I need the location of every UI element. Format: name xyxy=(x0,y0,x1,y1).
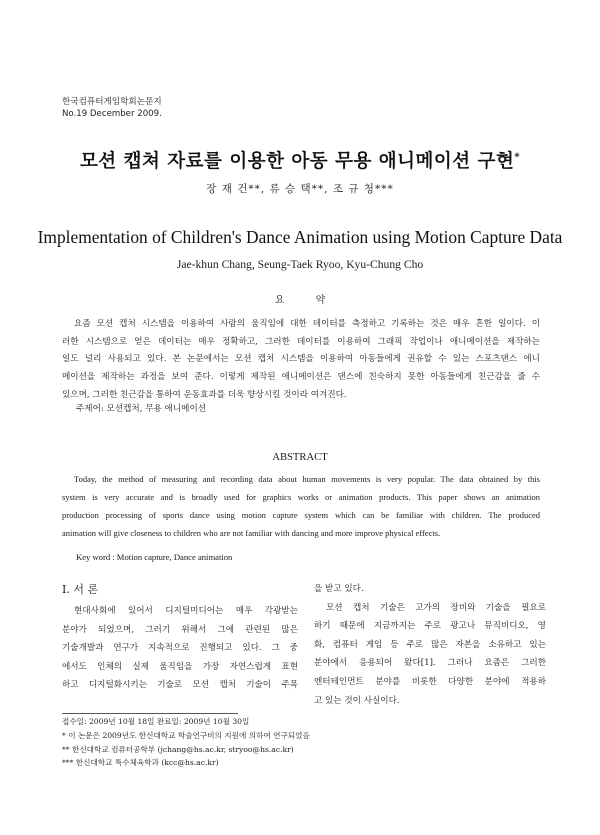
journal-header xyxy=(62,96,162,120)
footnote-received-date: 접수일: 2009년 10월 18일 완료일: 2009년 10월 30일 xyxy=(62,717,250,726)
keywords-korean: 주제어: 모션캡처, 무용 애니메이션 xyxy=(76,404,207,414)
footnote-affiliation-sports: *** 한신대학교 특수체육학과 (kcc@hs.ac.kr) xyxy=(62,758,219,768)
title-footnote-mark: * xyxy=(514,151,521,163)
abstract-korean-line: 요즘 모션 캡처 시스템을 이용하여 사람의 움직임에 대한 데이터를 측정하고 기록하는 것은 매우 흔한 일이다. 이 xyxy=(74,319,540,329)
body-column-right xyxy=(314,580,546,710)
body-line: 에서도 인체의 실제 움직임을 가장 자연스럽게 표현 xyxy=(62,661,298,672)
abstract-english xyxy=(62,470,540,542)
abstract-english-line: production processing of sports dance using motion capture system which can be familiar with children. The produced xyxy=(62,510,540,520)
footnote-funding: * 이 논문은 2009년도 한신대학교 학술연구비의 지원에 의하여 연구되었음 xyxy=(62,730,310,740)
abstract-korean-heading: 요 약 xyxy=(274,295,340,306)
body-line: 분야에서 응용되어 왔다[1]. 그러나 요즘은 그러한 xyxy=(314,658,546,669)
body-line: 하고 디지털화시키는 기술로 모션 캡처 기술이 주목 xyxy=(62,680,298,691)
body-line: 분야가 되었으며, 그러기 위해서 그에 관련된 많은 xyxy=(62,624,298,635)
body-line: 모션 캡처 기술은 고가의 장비와 기술을 필요로 xyxy=(326,602,546,613)
footnote-affiliation-computer: ** 한신대학교 컴퓨터공학부 (jchang@hs.ac.kr, stryoo@hs.ac.kr) xyxy=(62,744,294,754)
footnote-divider xyxy=(62,713,238,714)
paper-title-english: Implementation of Children's Dance Animation using Motion Capture Data xyxy=(37,227,563,247)
abstract-korean xyxy=(62,316,540,404)
body-line: 하기 때문에 지금까지는 주로 광고나 뮤직비디오, 영 xyxy=(314,621,546,632)
body-line: 현대사회에 있어서 디지털미디어는 매우 각광받는 xyxy=(74,606,298,616)
abstract-english-line: Today, the method of measuring and recording data about human movements is very popular. The data obtained by this xyxy=(74,474,540,484)
journal-issue: No.19 December 2009. xyxy=(62,109,162,119)
body-line: 기술개발과 연구가 지속적으로 진행되고 있다. 그 중 xyxy=(62,643,298,654)
footnotes xyxy=(62,715,310,770)
body-column-left xyxy=(62,602,298,695)
abstract-english-line: system is very accurate and is broadly used for graphics works or animation products. This paper shows an animation xyxy=(62,492,540,502)
paper-title-korean xyxy=(0,147,600,173)
abstract-korean-line: 러한 시스템으로 얻은 데이터는 매우 정확하고, 그러한 데이터를 이용하여 그래픽 작업이나 애니메이션을 제작하는 xyxy=(62,336,540,347)
keywords-english: Key word : Motion capture, Dance animation xyxy=(76,552,233,562)
authors-english: Jae-khun Chang, Seung-Taek Ryoo, Kyu-Chung Cho xyxy=(176,258,424,271)
abstract-korean-line: 일도 널리 사용되고 있다. 본 논문에서는 모션 캡처 시스템을 이용하여 아동들에게 권유할 수 있는 스포츠댄스 애니 xyxy=(62,354,540,365)
body-line: 고 있는 것이 사실이다. xyxy=(314,695,400,706)
authors-korean: 장 재 건**, 류 승 택**, 조 규 청*** xyxy=(206,183,394,195)
body-line: 화, 컴퓨터 게임 등 주로 많은 자본을 소유하고 있는 xyxy=(314,639,546,650)
journal-name: 한국컴퓨터게임학회논문지 xyxy=(62,97,162,107)
body-line: 엔터테인먼트 분야를 비롯한 다양한 분야에 적용하 xyxy=(314,676,546,687)
abstract-korean-line: 메이션을 제작하는 과정을 보여 준다. 이렇게 제작된 애니메이션은 댄스에 친숙하지 못한 아동들에게 친근감을 줄 수 xyxy=(62,372,540,383)
abstract-korean-line: 있으며, 그러한 친근감을 통하여 운동효과를 더욱 향상시킬 것이라 여겨진다. xyxy=(62,389,347,400)
paper-title-korean-text: 모션 캡쳐 자료를 이용한 아동 무용 애니메이션 구현 xyxy=(79,151,515,172)
body-line: 을 받고 있다. xyxy=(314,584,364,594)
section-heading-introduction: Ⅰ. 서 론 xyxy=(62,583,99,596)
abstract-english-line: animation will give closeness to children who are not familiar with dancing and more improve physical effects. xyxy=(62,528,441,538)
abstract-english-heading: ABSTRACT xyxy=(272,452,328,463)
